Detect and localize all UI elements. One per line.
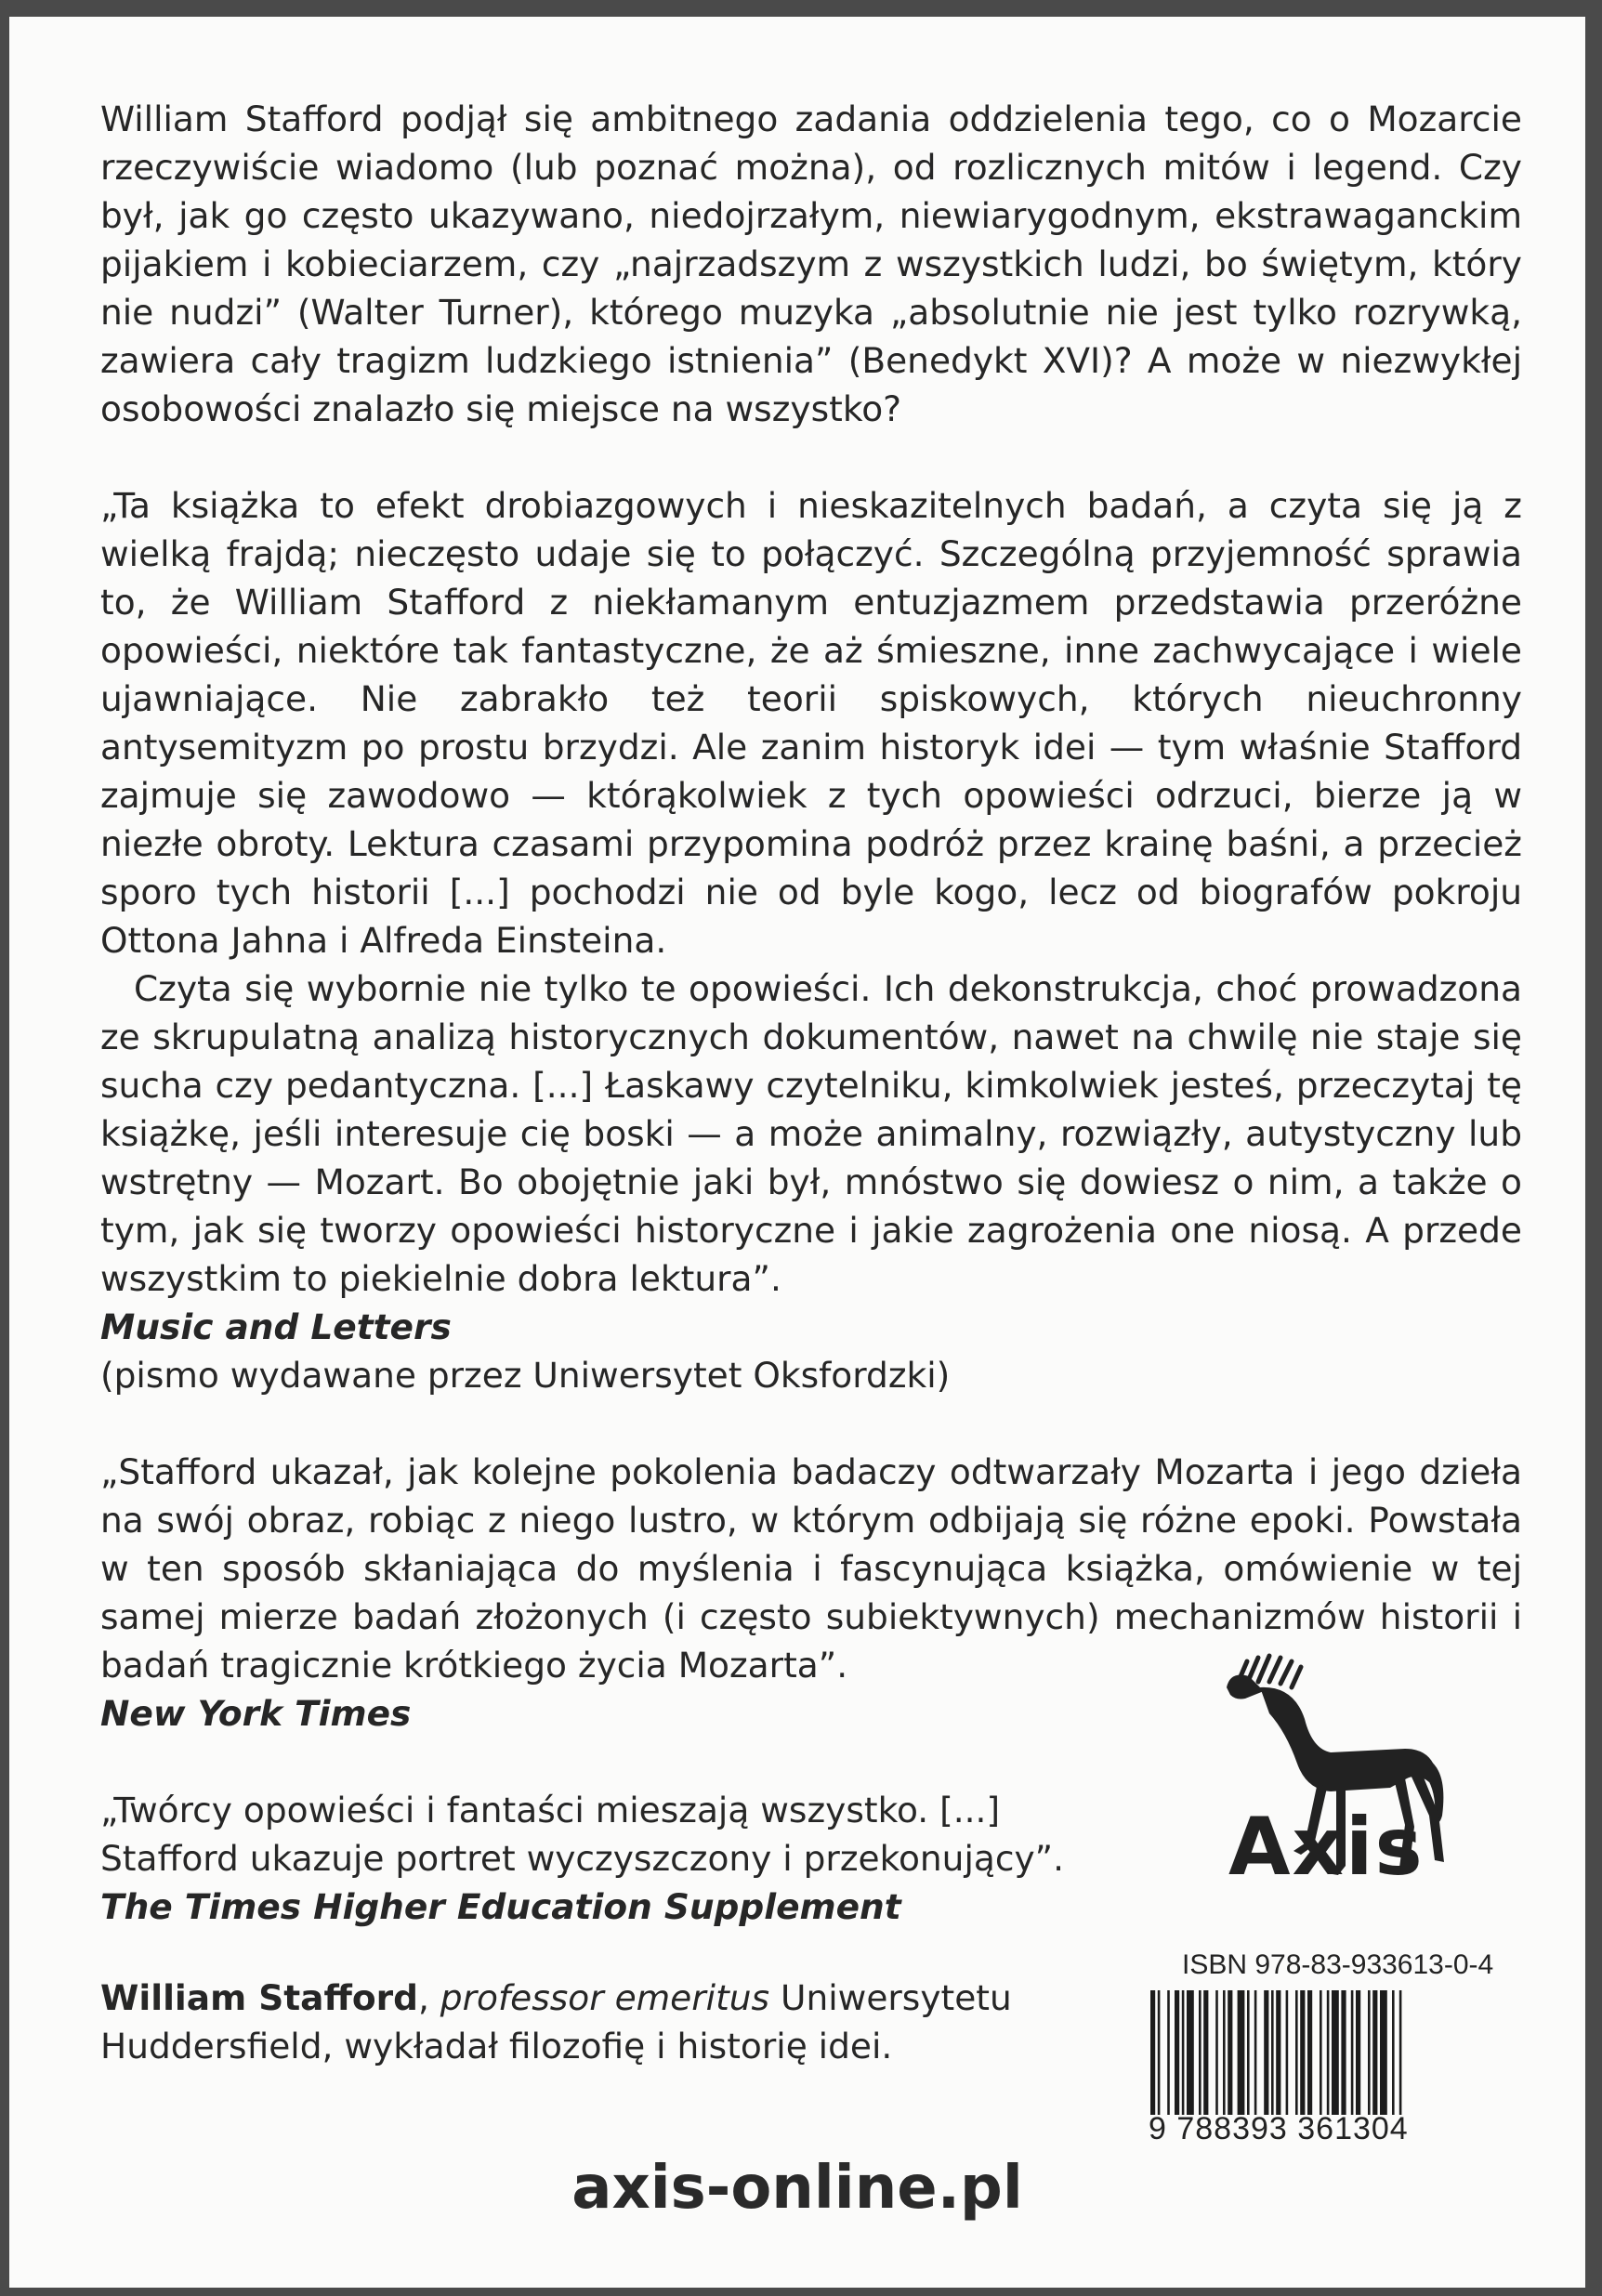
- publisher-url: axis-online.pl: [571, 2154, 1023, 2223]
- review-times-line2: Stafford ukazuje portret wyczyszczony i przekonujący”.: [100, 1838, 1064, 1879]
- isbn-barcode: [1149, 1990, 1492, 2115]
- review-source-music-letters: Music and Letters: [100, 1306, 452, 1347]
- review-source-note: (pismo wydawane przez Uniwersytet Oksfordzki): [100, 1355, 951, 1396]
- author-title: professor emeritus: [440, 1977, 770, 2018]
- book-back-cover: [9, 17, 1585, 2288]
- author-bio-rest: Uniwersytetu: [769, 1977, 1012, 2018]
- barcode-digits: 9 788393 361304: [1149, 2111, 1409, 2146]
- review-source-times: The Times Higher Education Supplement: [100, 1886, 901, 1927]
- review-music-letters-para2: Czyta się wybornie nie tylko te opowieści. Ich dekonstrukcja, choć prowadzona ze skrupulatną analizą historycznych dokumentów, nawet na chwilę nie staje się sucha czy pedantyczna. [...] Łaskawy czytelniku, kimkolwiek jesteś, przeczytaj tę książkę, jeśli interesuje cię boski — a może animalny, rozwiązły, autystyczny lub wstrętny — Mozart. Bo obojętnie jaki był, mnóstwo się dowiesz o nim, a także o tym, jak się tworzy opowieści historyczne i jakie zagrożenia one niosą. A przede wszystkim to piekielnie dobra lektura”.: [100, 968, 1522, 1299]
- review-source-nyt: New York Times: [100, 1693, 412, 1734]
- author-bio: [100, 1974, 1030, 2070]
- publisher-name: Axis: [1228, 1801, 1425, 1894]
- intro-paragraph: William Stafford podjął się ambitnego zadania oddzielenia tego, co o Mozarcie rzeczywiście wiadomo (lub poznać można), od rozlicznych mitów i legend. Czy był, jak go często ukazywano, niedojrzałym, niewiarygodnym, ekstrawaganckim pijakiem i kobieciarzem, czy „najrzadszym z wszystkich ludzi, bo świętym, który nie nudzi” (Walter Turner), którego muzyka „absolutnie nie jest tylko rozrywką, zawiera cały tragizm ludzkiego istnienia” (Benedykt XVI)? A może w niezwykłej osobowości znalazło się miejsce na wszystko?: [100, 98, 1522, 429]
- author-name: William Stafford: [100, 1977, 418, 2018]
- review-nyt-text: „Stafford ukazał, jak kolejne pokolenia badaczy odtwarzały Mozarta i jego dzieła na swój obraz, robiąc z niego lustro, w którym odbijają się różne epoki. Powstała w ten sposób skłaniająca do myślenia i fascynująca książka, omówienie w tej samej mierze badań złożonych (i często subiektywnych) mechanizmów historii i badań tragicznie krótkiego życia Mozarta”.: [100, 1451, 1522, 1686]
- review-music-letters-para1: „Ta książka to efekt drobiazgowych i nieskazitelnych badań, a czyta się ją z wielką frajdą; nieczęsto udaje się to połączyć. Szczególną przyjemność sprawia to, że William Stafford z niekłamanym entuzjazmem przedstawia przeróżne opowieści, niektóre tak fantastyczne, że aż śmieszne, inne zachwycające i wiele ujawniające. Nie zabrakło też teorii spiskowych, których nieuchronny antysemityzm po prostu brzydzi. Ale zanim historyk idei — tym właśnie Stafford zajmuje się zawodowo — którąkolwiek z tych opowieści odrzuci, bierze ją w niezłe obroty. Lektura czasami przypomina podróż przez krainę baśni, a przecież sporo tych historii [...] pochodzi nie od byle kogo, lecz od biografów pokroju Ottona Jahna i Alfreda Einsteina.: [100, 485, 1522, 961]
- author-bio-line1: William Stafford, professor emeritus Uniwersytetu: [100, 1977, 1012, 2018]
- isbn-label: ISBN 978-83-933613-0-4: [1182, 1949, 1494, 1980]
- author-bio-line2: Huddersfield, wykładał filozofię i historię idei.: [100, 2026, 893, 2066]
- review-times-line1: „Twórcy opowieści i fantaści mieszają wszystko. [...]: [100, 1790, 1001, 1830]
